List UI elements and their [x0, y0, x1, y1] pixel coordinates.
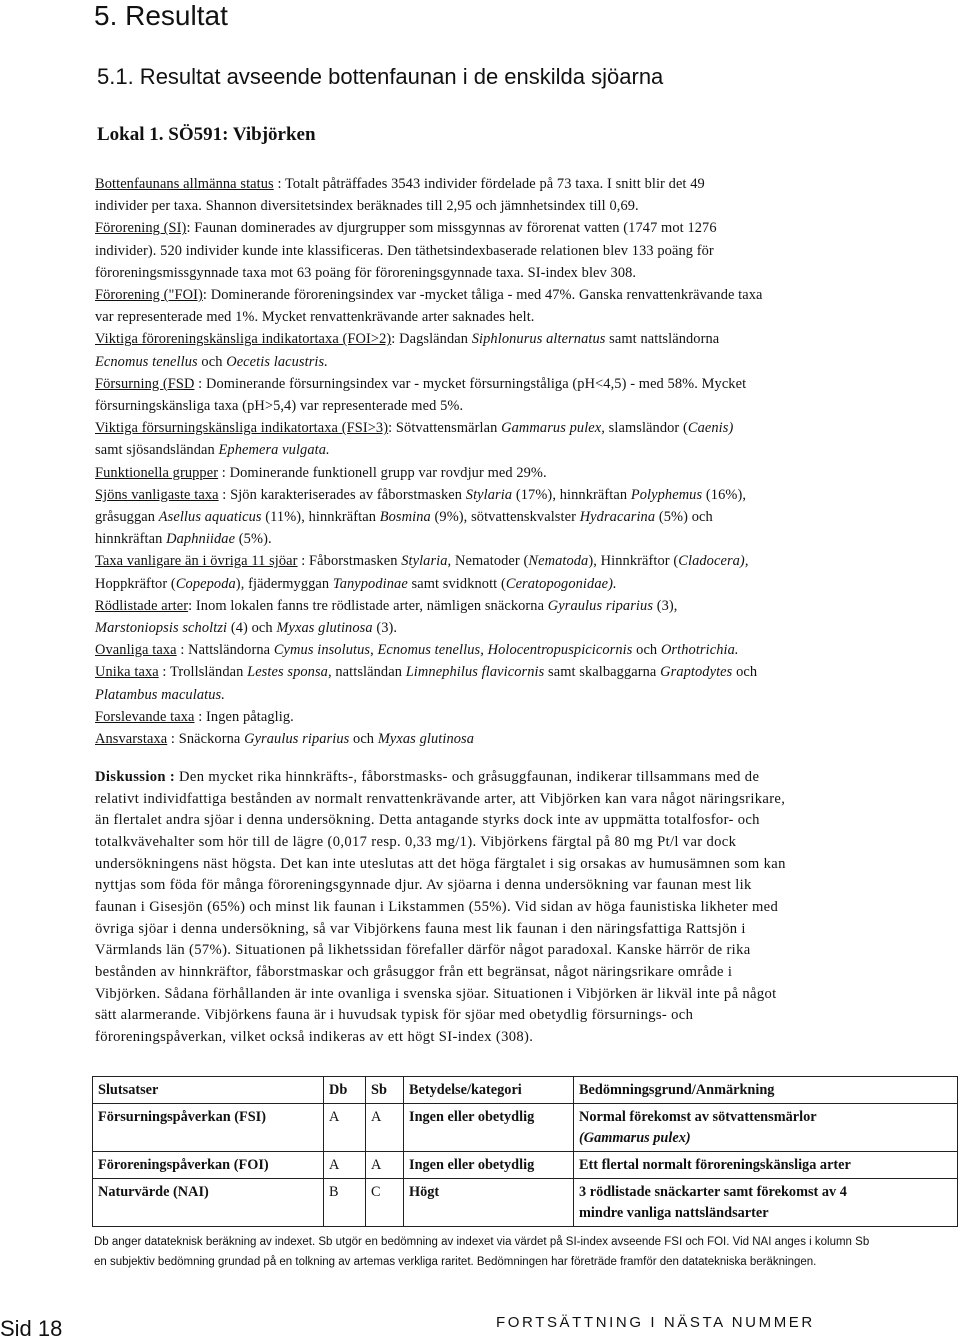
- results-text: : Faunan dominerades av djurgrupper som missgynnas av förorenat vatten (1747 mot 1276: [186, 220, 717, 237]
- field-label: Ansvarstaxa: [95, 731, 168, 748]
- species-name: Cladocera),: [678, 553, 749, 570]
- results-text: (3),: [653, 597, 678, 614]
- summary-table: [92, 1076, 958, 1227]
- species-name: Platambus maculatus.: [95, 686, 225, 703]
- species-name: Myxas glutinosa: [276, 620, 373, 637]
- discussion: [95, 767, 937, 1049]
- table-cell-note: [574, 1179, 958, 1227]
- results-text: hinnkräftan: [95, 531, 167, 548]
- discussion-line: Värmlands län (57%). Situationen på likhetssidan förefaller därför något paradoxal. Kanske härrör de rika: [95, 942, 751, 959]
- results-line: [95, 439, 937, 461]
- table-header-row: [93, 1077, 958, 1104]
- species-name: Ephemera vulgata.: [218, 442, 330, 459]
- footnote-line: Db anger datateknisk beräkning av indexet. Sb utgör en bedömning av indexet via värdet på SI-index avseende FSI och FOI. Vid NAI anges i kolumn Sb: [94, 1236, 870, 1248]
- discussion-line: faunan i Gisesjön (65%) och minst lik faunan i Likstammen (55%). Vid sidan av höga faunistiska likheter med: [95, 898, 779, 915]
- species-name: Polyphemus: [630, 486, 703, 503]
- results-line: [95, 351, 937, 373]
- species-name: Marstoniopsis scholtzi: [95, 620, 228, 637]
- note-line: Ett flertal normalt föroreningskänsliga arter: [579, 1157, 851, 1173]
- field-label: Sjöns vanligaste taxa: [95, 486, 219, 503]
- field-label: Ovanliga taxa: [95, 642, 177, 659]
- field-label: Bottenfaunans allmänna status: [95, 176, 274, 192]
- results-text: ), fjädermyggan: [235, 575, 333, 592]
- species-name: Gammarus pulex,: [501, 420, 605, 437]
- results-text: : Totalt påträffades 3543 individer fördelade på 73 taxa. I snitt blir det 49: [273, 176, 705, 192]
- table-footnote: [94, 1232, 944, 1272]
- results-text: (4) och: [227, 620, 277, 637]
- discussion-line: Den mycket rika hinnkräfts-, fåborstmasks- och gråsuggfaunan, indikerar tillsammans med de: [175, 769, 760, 785]
- field-label: Taxa vanligare än i övriga 11 sjöar: [95, 553, 298, 570]
- results-text: (5%) och: [655, 509, 713, 526]
- table-cell-sb: A: [366, 1152, 404, 1179]
- results-text: samt svidknott (: [407, 575, 506, 592]
- note-line: mindre vanliga nattsländsarter: [579, 1205, 769, 1221]
- results-text: (3).: [372, 620, 398, 637]
- results-text: : Dominerande försurningsindex var - mycket försurningståliga (pH<4,5) - med 58%. Mycket: [194, 375, 747, 392]
- species-name: Gyraulus riparius: [547, 597, 654, 614]
- table-header-cell: Betydelse/kategori: [404, 1077, 574, 1104]
- section-heading: 5.1. Resultat avseende bottenfaunan i de enskilda sjöarna: [97, 64, 664, 89]
- species-name: Orthotrichia.: [660, 642, 739, 659]
- results-text: : Dagsländan: [391, 331, 472, 348]
- discussion-line: Vibjörken. Sådana förhållanden är inte ovanliga i svenska sjöar. Situationen i Vibjörken är likväl inte på något: [95, 985, 777, 1002]
- results-text: samt sjösandsländan: [95, 442, 219, 459]
- results-text: och: [632, 642, 661, 659]
- field-label: Viktiga föroreningskänsliga indikatortaxa (FOI>2): [95, 331, 392, 348]
- species-name: Lestes sponsa,: [247, 664, 332, 681]
- table-header-cell: Db: [324, 1077, 366, 1104]
- results-text: : Sötvattensmärlan: [388, 420, 502, 437]
- field-label: Rödlistade arter: [95, 597, 189, 614]
- note-line: 3 rödlistade snäckarter samt förekomst av 4: [579, 1184, 847, 1200]
- species-name: Daphniidae: [166, 531, 236, 548]
- table-cell-note: [574, 1152, 958, 1179]
- results-line: [95, 639, 937, 661]
- table-header-cell: Bedömningsgrund/Anmärkning: [574, 1077, 958, 1104]
- results-text: : Sjön karakteriserades av fåborstmasken: [218, 486, 466, 503]
- results-text: och: [732, 664, 758, 681]
- results-text: : Snäckorna: [167, 731, 245, 748]
- field-label: Viktiga försurningskänsliga indikatortaxa (FSI>3): [95, 420, 389, 437]
- species-name: Stylaria,: [401, 553, 452, 570]
- results-line: [95, 173, 937, 195]
- footnote-line: en subjektiv bedömning grundad på en tolkning av artemas verkliga raritet. Bedömningen har företräde framför den datatekniska beräkningen.: [94, 1256, 817, 1268]
- results-text: och: [197, 353, 227, 370]
- species-name: Tanypodinae: [332, 575, 408, 592]
- species-name: Siphlonurus alternatus: [471, 331, 606, 348]
- results-text: samt nattsländorna: [605, 331, 720, 348]
- table-cell-note: [574, 1104, 958, 1152]
- results-line: [95, 217, 937, 239]
- results-text: Nematoder (: [451, 553, 529, 570]
- results-line: [95, 706, 937, 728]
- species-name: Asellus aquaticus: [158, 509, 262, 526]
- results-text: slamsländor (: [604, 420, 688, 437]
- table-cell-db: A: [324, 1152, 366, 1179]
- table-cell-sb: C: [366, 1179, 404, 1227]
- lokal-heading: Lokal 1. SÖ591: Vibjörken: [97, 124, 316, 145]
- results-line: [95, 240, 937, 262]
- table-cell-category: Ingen eller obetydlig: [404, 1152, 574, 1179]
- results-text: : Nattsländorna: [176, 642, 274, 659]
- results-line: [95, 262, 937, 284]
- results-text: : Dominerande funktionell grupp var rovdjur med 29%.: [218, 464, 547, 481]
- discussion-line: bestånden av hinnkräftor, fåborstmaskar och gråsuggor från ett begränsat, något näringsrikare område i: [95, 963, 733, 980]
- results-text: försurningskänsliga taxa (pH>5,4) var representerade med 5%.: [95, 398, 464, 415]
- discussion-line: totalkvävehalter som hör till de lägre (0,017 resp. 0,33 mg/1). Vibjörkens färgtal på 80 mg Pt/l var dock: [95, 833, 737, 850]
- species-name: Ecnomus tenellus: [95, 353, 198, 370]
- species-name: Ceratopogonidae).: [505, 575, 617, 592]
- species-name: Myxas glutinosa: [377, 731, 475, 748]
- species-name: Nematoda: [528, 553, 589, 570]
- discussion-line: sätt alarmerande. Vibjörkens fauna är i huvudsak typisk för sjöar med obetydlig försurnings- och: [95, 1007, 694, 1024]
- results-text: Hoppkräftor (: [95, 575, 176, 592]
- field-label: Förorening (SI): [95, 220, 187, 237]
- results-line: [95, 595, 937, 617]
- table-row: [93, 1152, 958, 1179]
- species-name: Graptodytes: [660, 664, 733, 681]
- results-line: [95, 684, 937, 706]
- species-name: Gyraulus riparius: [244, 731, 350, 748]
- results-text: : Inom lokalen fanns tre rödlistade arter, nämligen snäckorna: [188, 597, 548, 614]
- table-cell-category: Högt: [404, 1179, 574, 1227]
- results-line: [95, 328, 937, 350]
- results-line: [95, 417, 937, 439]
- page-heading: 5. Resultat: [94, 0, 228, 31]
- results-line: [95, 373, 937, 395]
- species-name: Limnephilus flavicornis: [405, 664, 545, 681]
- results-text: (17%), hinnkräftan: [512, 486, 631, 503]
- table-row: [93, 1179, 958, 1227]
- discussion-line: nyttjas som föda för många föroreningsgynnade djur. Av sjöarna i denna undersökning var faunan mest lik: [95, 877, 752, 894]
- species-name: Cymus insolutus, Ecnomus tenellus, Holocentropuspicicornis: [273, 642, 633, 659]
- field-label: Försurning (FSD: [95, 375, 195, 392]
- results-text: var representerade med 1%. Mycket renvattenkrävande arter saknades helt.: [95, 309, 535, 326]
- note-line: (Gammarus pulex): [579, 1130, 691, 1146]
- results-text: : Fåborstmasken: [297, 553, 402, 570]
- table-cell-category: Ingen eller obetydlig: [404, 1104, 574, 1152]
- results-line: [95, 284, 937, 306]
- note-line: Normal förekomst av sötvattensmärlor: [579, 1109, 817, 1125]
- species-name: Caenis): [687, 420, 734, 437]
- field-label: Funktionella grupper: [95, 464, 219, 481]
- results-line: [95, 506, 937, 528]
- results-text: (16%),: [702, 486, 747, 503]
- field-label: Forslevande taxa: [95, 708, 195, 725]
- species-name: Bosmina: [379, 509, 431, 526]
- results-body: [95, 173, 937, 750]
- field-label: Unika taxa: [95, 664, 159, 681]
- results-text: föroreningsmissgynnade taxa mot 63 poäng för föroreningsgynnade taxa. SI-index blev 308.: [95, 264, 637, 281]
- continuation-note: FORTSÄTTNING I NÄSTA NUMMER: [496, 1314, 815, 1331]
- results-line: [95, 395, 937, 417]
- results-line: [95, 573, 937, 595]
- discussion-line: undersökningens näst högsta. Det kan inte uteslutas att det höga färgtalet i sig orsakas av humusämnen som kan: [95, 855, 786, 872]
- species-name: Copepoda: [175, 575, 236, 592]
- results-text: individer). 520 individer kunde inte klassificeras. Den täthetsindexbaserade relationen blev 133 poäng för: [95, 242, 714, 259]
- results-line: [95, 195, 937, 217]
- results-line: [95, 306, 937, 328]
- results-line: [95, 661, 937, 683]
- table-cell-label: Försurningspåverkan (FSI): [93, 1104, 324, 1152]
- results-text: och: [349, 731, 378, 748]
- species-name: Hydracarina: [579, 509, 656, 526]
- discussion-line: än flertalet andra sjöar i denna undersökning. Detta antagande styrks dock inte av uppmätta totalfosfor- och: [95, 812, 760, 829]
- table-cell-db: A: [324, 1104, 366, 1152]
- table-header-cell: Sb: [366, 1077, 404, 1104]
- results-text: individer per taxa. Shannon diversitetsindex beräknades till 2,95 och jämnhetsindex till 0,69.: [95, 198, 639, 215]
- results-text: nattsländan: [331, 664, 406, 681]
- results-text: (11%), hinnkräftan: [261, 509, 380, 526]
- page-number: Sid 18: [0, 1316, 63, 1341]
- results-line: [95, 528, 937, 550]
- discussion-line: relativt individfattiga bestånden av normalt renvattenkrävande arter, att Vibjörken kan vara något näringsrikare,: [95, 790, 786, 807]
- results-text: (9%), sötvattenskvalster: [430, 509, 580, 526]
- discussion-line: övriga sjöar i denna undersökning, så var Vibjörkens fauna mest lik faunan i den näringsfattiga Rattsjön i: [95, 920, 746, 937]
- species-name: Oecetis lacustris.: [226, 353, 328, 370]
- field-label: Förorening ("FOI): [95, 287, 203, 304]
- table-cell-db: B: [324, 1179, 366, 1227]
- results-text: ), Hinnkräftor (: [588, 553, 679, 570]
- results-text: (5%).: [235, 531, 272, 548]
- results-line: [95, 550, 937, 572]
- discussion-line: föroreningspåverkan, vilket också indikeras av ett högt SI-index (308).: [95, 1028, 534, 1045]
- table-header-cell: Slutsatser: [93, 1077, 324, 1104]
- results-line: [95, 462, 937, 484]
- species-name: Stylaria: [465, 486, 513, 503]
- results-text: : Trollsländan: [158, 664, 248, 681]
- results-text: : Ingen påtaglig.: [194, 708, 294, 725]
- results-text: : Dominerande föroreningsindex var -mycket tåliga - med 47%. Ganska renvattenkrävande taxa: [202, 287, 763, 304]
- results-line: [95, 484, 937, 506]
- results-line: [95, 728, 937, 750]
- table-cell-label: Naturvärde (NAI): [93, 1179, 324, 1227]
- table-cell-sb: A: [366, 1104, 404, 1152]
- table-row: [93, 1104, 958, 1152]
- discussion-label: Diskussion :: [95, 769, 176, 785]
- table-cell-label: Föroreningspåverkan (FOI): [93, 1152, 324, 1179]
- results-line: [95, 617, 937, 639]
- results-text: gråsuggan: [95, 509, 159, 526]
- results-text: samt skalbaggarna: [544, 664, 661, 681]
